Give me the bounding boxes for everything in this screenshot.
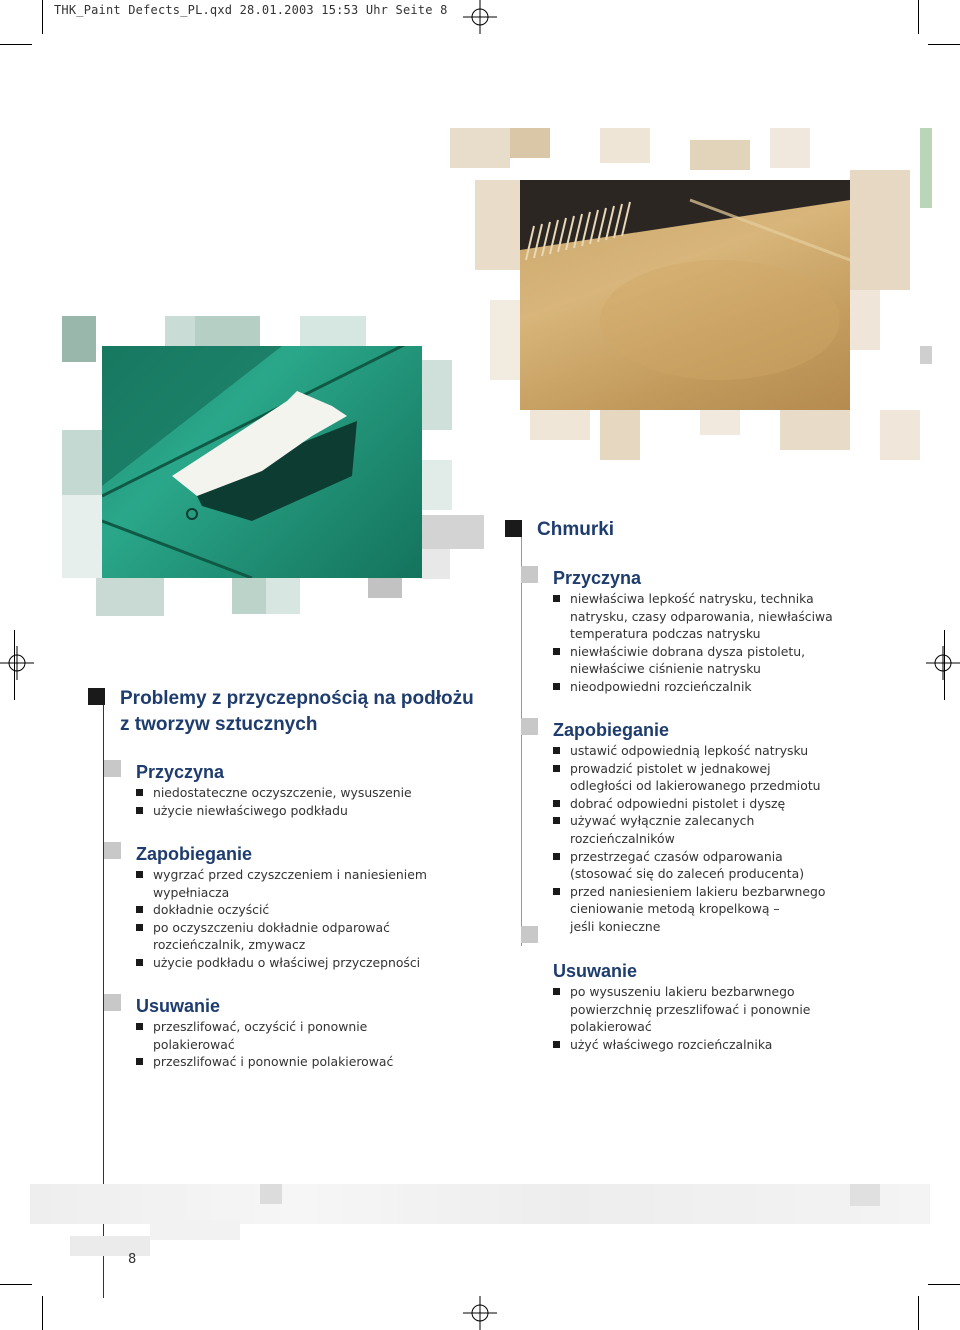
right-prevention-list <box>553 742 893 936</box>
bullet-line: rozcieńczalników <box>570 830 675 846</box>
bullet-line: niedostateczne oczyszczenie, wysuszenie <box>153 785 412 800</box>
crop-mark <box>0 44 32 45</box>
bullet-line: niewłaściwie dobrana dysza pistoletu, <box>570 643 806 659</box>
bullet-item <box>553 795 893 813</box>
registration-mark-icon <box>463 1296 497 1330</box>
crop-mark <box>918 0 919 34</box>
crop-mark <box>42 0 43 34</box>
bullet-item <box>553 643 893 678</box>
crop-mark <box>928 44 960 45</box>
bullet-line: przeszlifować i ponownie polakierować <box>153 1054 394 1070</box>
left-removal-heading: Usuwanie <box>136 996 221 1016</box>
bullet-line: użyć właściwego rozcieńczalnika <box>570 1036 773 1052</box>
bullet-item <box>553 742 893 760</box>
section-marker <box>104 760 121 777</box>
right-title: Chmurki <box>537 519 615 540</box>
bullet-item <box>136 919 456 954</box>
bullet-item <box>553 848 893 883</box>
bullet-line: niewłaściwa lepkość natrysku, technika <box>570 591 814 606</box>
bullet-item <box>136 1018 456 1053</box>
bullet-line: polakierować <box>153 1036 235 1052</box>
right-removal-heading: Usuwanie <box>553 961 638 981</box>
crop-mark <box>928 1284 960 1285</box>
bullet-line: wygrzać przed czyszczeniem i naniesieniem <box>153 867 427 882</box>
left-removal-list <box>136 1018 456 1071</box>
bullet-item <box>136 866 456 901</box>
crop-mark <box>918 1296 919 1330</box>
section-marker <box>521 926 538 943</box>
bullet-line: używać wyłącznie zalecanych <box>570 813 755 829</box>
bullet-line: cieniowanie metodą kropelkową – <box>570 901 780 917</box>
bullet-line: (stosować się do zaleceń producenta) <box>570 866 805 882</box>
registration-mark-icon <box>0 646 34 680</box>
section-marker <box>104 994 121 1011</box>
right-column-rule <box>521 536 522 946</box>
registration-mark-icon <box>926 646 960 680</box>
bullet-line: odległości od lakierowanego przedmiotu <box>570 778 821 794</box>
bullet-line: natrysku, czasy odparowania, niewłaściwa <box>570 608 833 624</box>
bullet-line: przestrzegać czasów odparowania <box>570 848 783 864</box>
bullet-line: temperatura podczas natrysku <box>570 626 761 642</box>
bullet-line: dobrać odpowiedni pistolet i dyszę <box>570 795 786 811</box>
bullet-line: powierzchnię przeszlifować i ponownie <box>570 1001 811 1017</box>
bullet-line: polakierować <box>570 1019 652 1035</box>
bullet-item <box>553 678 893 696</box>
section-marker <box>521 718 538 735</box>
bullet-line: po oczyszczeniu dokładnie odparować <box>153 919 390 935</box>
right-removal-list <box>553 983 893 1053</box>
section-marker <box>521 566 538 583</box>
bullet-line: dokładnie oczyścić <box>153 902 270 918</box>
photo-paint-clouding <box>520 180 850 410</box>
bullet-item <box>136 802 456 820</box>
bullet-line: przeszlifować, oczyścić i ponownie <box>153 1019 368 1034</box>
crop-mark <box>0 1284 32 1285</box>
bullet-item <box>136 1053 456 1071</box>
crop-mark <box>944 630 945 700</box>
bullet-line: rozcieńczalnik, zmywacz <box>153 937 306 953</box>
crop-mark <box>42 1296 43 1330</box>
section-marker <box>505 520 522 537</box>
bullet-item <box>553 590 893 643</box>
bullet-line: wypełniacza <box>153 884 230 900</box>
crop-mark <box>14 630 15 700</box>
bullet-line: ustawić odpowiednią lepkość natrysku <box>570 743 809 758</box>
left-cause-heading: Przyczyna <box>136 762 225 782</box>
section-marker <box>104 842 121 859</box>
file-slug: THK_Paint Defects_PL.qxd 28.01.2003 15:53 Uhr Seite 8 <box>54 3 448 17</box>
bullet-line: nieodpowiedni rozcieńczalnik <box>570 678 752 694</box>
page-title <box>120 686 474 738</box>
bullet-item <box>136 784 456 802</box>
page-number: 8 <box>128 1252 137 1267</box>
bullet-item <box>553 983 893 1036</box>
registration-mark-icon <box>463 0 497 34</box>
bullet-line: jeśli konieczne <box>570 918 661 934</box>
right-cause-heading: Przyczyna <box>553 568 642 588</box>
bullet-line: po wysuszeniu lakieru bezbarwnego <box>570 984 795 999</box>
bullet-item <box>136 901 456 919</box>
right-cause-list <box>553 590 893 696</box>
photo-paint-adhesion <box>102 346 422 578</box>
bullet-item <box>553 883 893 936</box>
bullet-line: prowadzić pistolet w jednakowej <box>570 760 771 776</box>
section-marker <box>88 688 105 705</box>
bullet-item <box>553 1036 893 1054</box>
bullet-line: użycie podkładu o właściwej przyczepności <box>153 954 421 970</box>
page-title-line2: z tworzyw sztucznych <box>120 714 318 735</box>
left-prevention-heading: Zapobieganie <box>136 844 253 864</box>
bullet-line: przed naniesieniem lakieru bezbarwnego <box>570 883 826 899</box>
bullet-line: niewłaściwe ciśnienie natrysku <box>570 661 761 677</box>
bullet-item <box>136 954 456 972</box>
bullet-item <box>553 812 893 847</box>
bullet-line: użycie niewłaściwego podkładu <box>153 802 348 818</box>
page-title-line1: Problemy z przyczepnością na podłożu <box>120 688 474 709</box>
left-cause-list <box>136 784 456 819</box>
right-prevention-heading: Zapobieganie <box>553 720 670 740</box>
bullet-item <box>553 760 893 795</box>
left-prevention-list <box>136 866 456 972</box>
